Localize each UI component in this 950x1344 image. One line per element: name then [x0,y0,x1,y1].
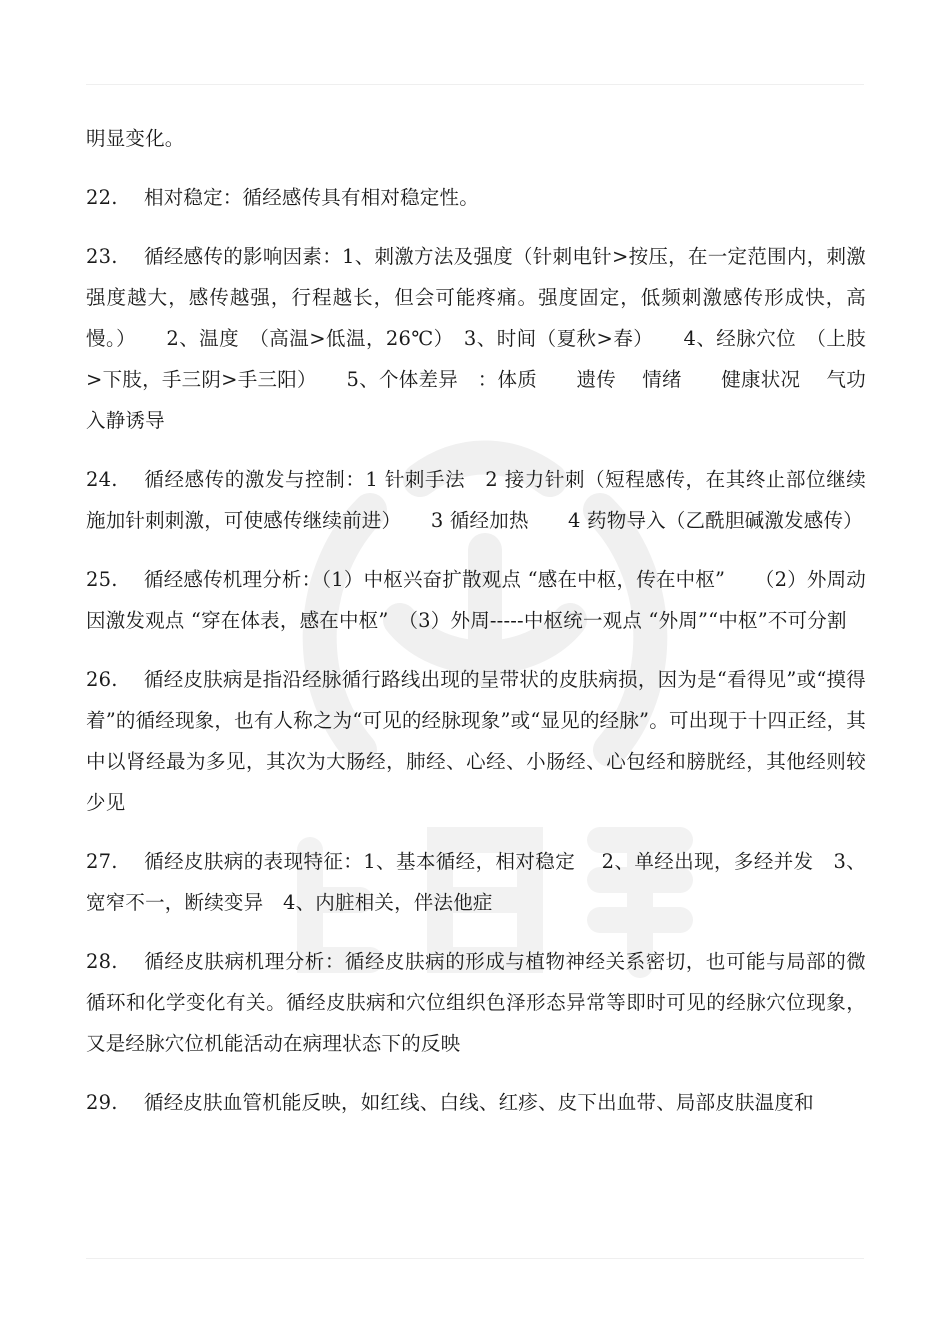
list-item [86,236,866,441]
item-text: 循经感传的激发与控制：1 针刺手法 2 接力针刺（短程感传，在其终止部位继续施加针刺刺激，可使感传继续前进） 3 循经加热 4 药物导入（乙酰胆碱激发感传） [86,468,866,532]
item-number: 27. [86,850,118,873]
list-item [86,559,866,641]
item-text: 循经皮肤血管机能反映，如红线、白线、红疹、皮下出血带、局部皮肤温度和 [144,1091,814,1114]
footer-rule [86,1258,864,1259]
list-item [86,459,866,541]
item-text: 相对稳定：循经感传具有相对稳定性。 [144,186,479,209]
item-text: 循经感传机理分析：（1）中枢兴奋扩散观点 “感在中枢，传在中枢” （2）外周动因激发观点 “穿在体表，感在中枢” （3）外周-----中枢统一观点 “外周”“中枢”不可分割 [86,568,866,632]
continuation-text: 明显变化。 [86,127,185,150]
item-number: 25. [86,568,118,591]
list-item [86,177,866,218]
item-text: 循经皮肤病的表现特征：1、基本循经，相对稳定 2、单经出现，多经并发 3、宽窄不一，断续变异 4、内脏相关，伴法他症 [86,850,866,914]
document-body [86,118,866,1141]
item-text: 循经皮肤病是指沿经脉循行路线出现的呈带状的皮肤病损，因为是“看得见”或“摸得着”的循经现象，也有人称之为“可见的经脉现象”或“显见的经脉”。可出现于十四正经，其中以肾经最为多见，其次为大肠经，肺经、心经、小肠经、心包经和膀胱经，其他经则较少见 [86,668,866,814]
item-number: 23. [86,245,118,268]
item-number: 22. [86,186,118,209]
list-item [86,659,866,823]
item-number: 24. [86,468,118,491]
item-number: 26. [86,668,118,691]
item-number: 28. [86,950,118,973]
header-rule [86,84,864,85]
list-item [86,1082,866,1123]
item-text: 循经感传的影响因素：1、刺激方法及强度（针刺电针>按压，在一定范围内，刺激强度越大，感传越强，行程越长，但会可能疼痛。强度固定，低频刺激感传形成快，高慢。） 2、温度 （高温>低温，26℃） 3、时间（夏秋>春） 4、经脉穴位 （上肢>下肢，手三阴>手三阳） 5、个体差异 ：体质 遗传 情绪 健康状况 气功入静诱导 [86,245,866,432]
list-item [86,941,866,1064]
list-item [86,841,866,923]
item-number: 29. [86,1091,118,1114]
item-text: 循经皮肤病机理分析：循经皮肤病的形成与植物神经关系密切，也可能与局部的微循环和化学变化有关。循经皮肤病和穴位组织色泽形态异常等即时可见的经脉穴位现象，又是经脉穴位机能活动在病理状态下的反映 [86,950,866,1055]
